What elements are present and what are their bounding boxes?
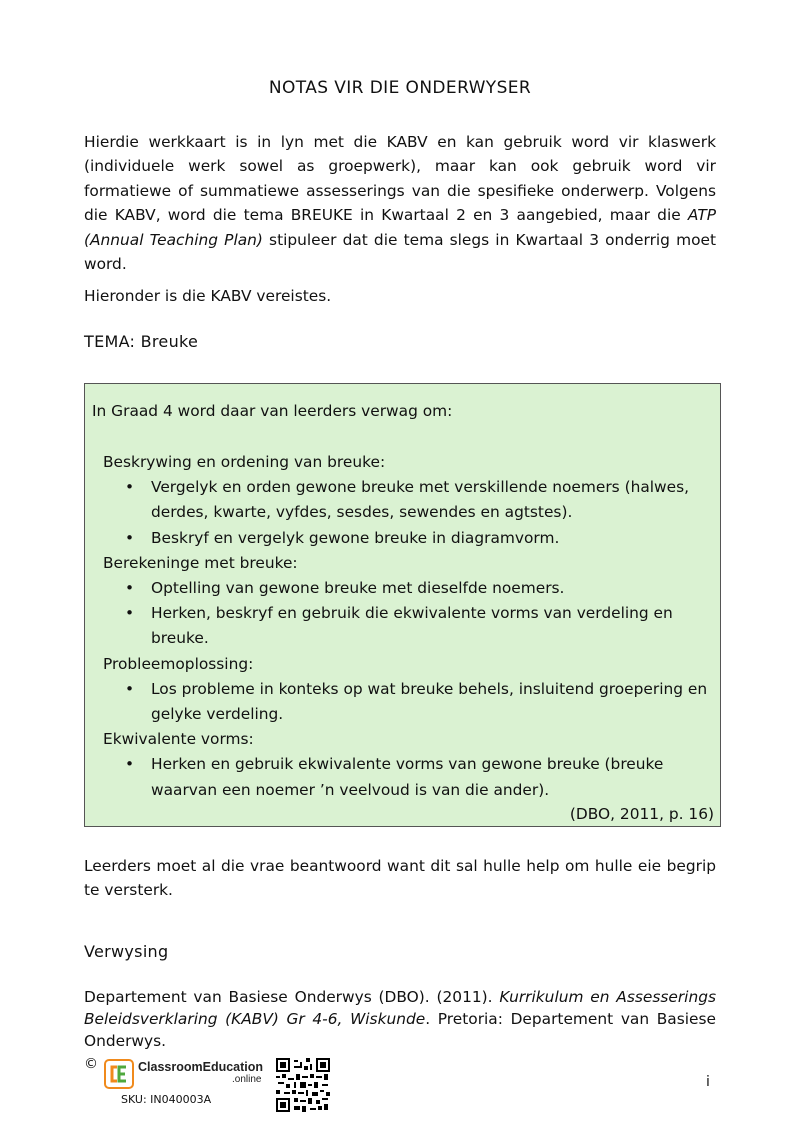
requirements-intro: In Graad 4 word daar van leerders verwag om:	[92, 402, 453, 420]
logo-suffix: .online	[232, 1074, 262, 1085]
requirements-list	[103, 677, 715, 727]
requirements-list	[103, 475, 715, 551]
requirements-box	[84, 383, 721, 827]
list-item-text: Vergelyk en orden gewone breuke met verskillende noemers (halwes, derdes, kwarte, vyfdes, sesdes, sewendes en agtstes).	[151, 478, 690, 522]
reference-start: Departement van Basiese Onderwys (DBO). (2011).	[84, 988, 500, 1006]
qr-code-icon	[276, 1058, 330, 1112]
kabv-requirements-line: Hieronder is die KABV vereistes.	[84, 287, 332, 305]
requirements-citation: (DBO, 2011, p. 16)	[569, 805, 714, 823]
requirements-section	[103, 450, 715, 551]
intro-italic-text: ATP (Annual Teaching Plan)	[84, 206, 716, 249]
list-item-text: Optelling van gewone breuke met dieselfde noemers.	[151, 579, 565, 598]
requirements-section	[103, 652, 715, 728]
list-item-text: Herken en gebruik ekwivalente vorms van gewone breuke (breuke waarvan een noemer ’n veelvoud is van die ander).	[151, 755, 664, 799]
page-title: NOTAS VIR DIE ONDERWYSER	[268, 78, 532, 98]
sku-label: SKU: IN040003A	[121, 1093, 212, 1106]
list-item	[103, 526, 715, 551]
logo-name: ClassroomEducation	[138, 1060, 264, 1074]
list-item	[103, 601, 715, 651]
list-item-text: Los probleme in konteks op wat breuke behels, insluitend groepering en gelyke verdeling.	[151, 679, 708, 724]
reference-title: Kurrikulum en Assesserings Beleidsverklaring (KABV) Gr 4-6, Wiskunde	[84, 988, 716, 1028]
theme-label: TEMA: Breuke	[84, 332, 199, 351]
list-item-text: Herken, beskryf en gebruik die ekwivalente vorms van verdeling en breuke.	[151, 604, 673, 648]
requirements-sections	[103, 450, 715, 803]
intro-paragraph	[84, 130, 716, 276]
section-heading: Ekwivalente vorms:	[103, 730, 254, 749]
classroomeducation-logo	[104, 1059, 262, 1089]
requirements-section	[103, 727, 715, 803]
copyright-symbol: ©	[84, 1056, 98, 1072]
bullet-icon: •	[125, 528, 135, 547]
requirements-list	[103, 752, 715, 802]
list-item	[103, 677, 715, 727]
reference-heading: Verwysing	[84, 942, 169, 961]
bullet-icon: •	[125, 604, 135, 623]
section-heading: Probleemoplossing:	[103, 654, 254, 673]
bullet-icon: •	[125, 579, 135, 598]
page-number: i	[706, 1074, 710, 1090]
reference-entry	[84, 986, 716, 1052]
list-item	[103, 576, 715, 601]
requirements-list	[103, 576, 715, 652]
list-item-text: Beskryf en vergelyk gewone breuke in diagramvorm.	[151, 528, 560, 547]
bullet-icon: •	[125, 755, 135, 774]
section-heading: Berekeninge met breuke:	[103, 553, 298, 572]
requirements-section	[103, 551, 715, 652]
intro-end-text: stipuleer dat die tema slegs in Kwartaal 3 onderrig moet word.	[84, 230, 716, 274]
intro-text: Hierdie werkkaart is in lyn met die KABV en kan gebruik word vir klaswerk (individuele werk sowel as groepwerk), maar kan ook gebruik word vir formatiewe of summatiewe assesserings van die spesifieke onderwerp. Volgens die KABV, word die tema BREUKE in Kwartaal 2 en 3 aangebied, maar die	[84, 133, 716, 225]
section-heading: Beskrywing en ordening van breuke:	[103, 453, 386, 471]
list-item	[103, 475, 715, 525]
reference-end: . Pretoria: Departement van Basiese Onderwys.	[84, 1010, 716, 1050]
classroomeducation-logo-icon	[104, 1059, 134, 1089]
list-item	[103, 752, 715, 802]
closing-paragraph: Leerders moet al die vrae beantwoord want dit sal hulle help om hulle eie begrip te versterk.	[84, 857, 716, 900]
bullet-icon: •	[125, 478, 135, 497]
bullet-icon: •	[125, 679, 135, 698]
